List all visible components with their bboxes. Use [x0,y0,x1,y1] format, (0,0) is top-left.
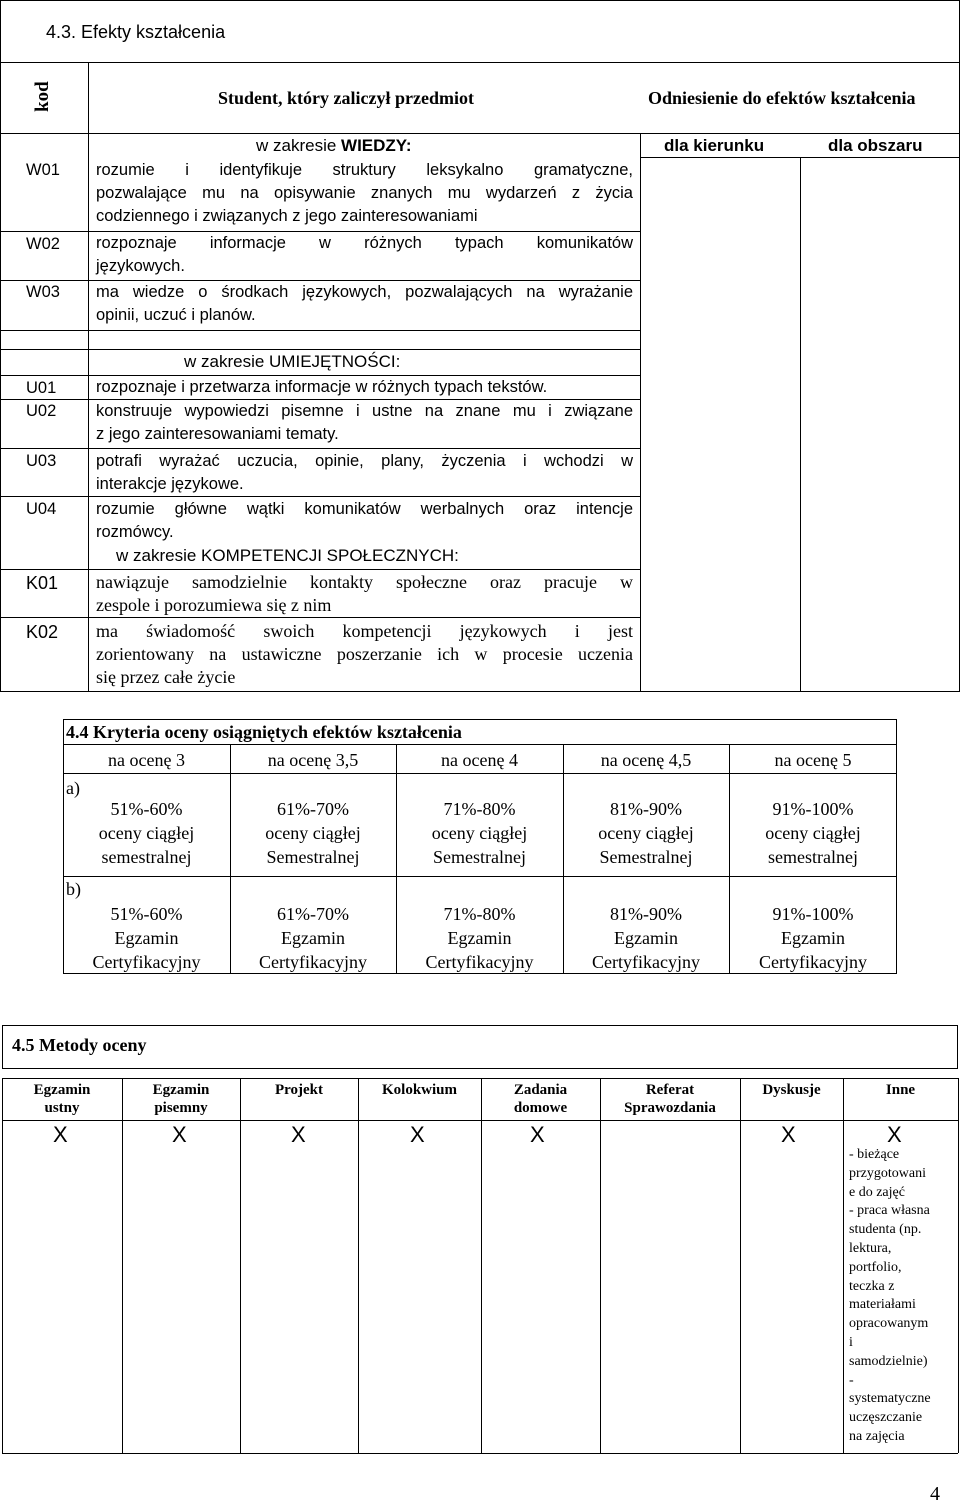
code-u01: U01 [26,379,57,397]
other-detail-line: e do zajęć [849,1184,905,1200]
cell-line: 61%-70% [277,904,349,924]
other-detail-line: - bieżące [849,1147,900,1162]
w02-line-2: językowych. [96,257,185,275]
other-detail-line: opracowanym [849,1316,929,1332]
row-line [0,569,640,570]
other-detail-line: systematyczne [849,1391,931,1407]
method-header-discussion [740,1081,843,1099]
criteria-b-cell [729,902,897,974]
col-divider-ref [640,133,641,692]
other-details [849,1146,957,1447]
methods-vline [481,1078,482,1453]
cell-line: semestralnej [768,847,858,867]
other-detail-line: lektura, [849,1240,892,1256]
methods-vline-left [2,1078,3,1453]
criteria-a-cell [396,797,563,869]
mark-written-exam: X [172,1122,187,1147]
cell-line: Egzamin [114,928,179,948]
criteria-title: 4.4 Kryteria oceny osiągniętych efektów kształcenia [66,722,462,742]
dla-kierunku-header: dla kierunku [664,136,765,155]
methods-vline [740,1078,741,1453]
cell-line: Egzamin [614,928,678,948]
cell-line: Semestralnej [266,847,360,867]
grade-header-5: na ocenę 5 [774,750,852,770]
method-header-oral-exam [2,1081,122,1117]
other-detail-line: przygotowani [849,1165,926,1181]
knowledge-heading-prefix: w zakresie [256,136,342,155]
col-divider-kod [88,62,89,692]
criteria-a-cell [563,797,729,869]
code-u04: U04 [26,500,57,518]
cell-line: 91%-100% [772,799,854,819]
k02-line-3: się przez całe życie [96,667,236,687]
methods-title: 4.5 Metody oceny [12,1035,147,1055]
row-line [0,448,640,449]
row-b-label: b) [66,879,81,899]
methods-vline [358,1078,359,1453]
cell-line: 91%-100% [772,904,854,924]
cell-line: Certyfikacyjny [259,952,367,972]
methods-vline [240,1078,241,1453]
cell-line: 61%-70% [277,799,349,819]
w01-line-2: pozwalające mu na opisywanie znanych mu wydarzeń z życia [96,184,633,202]
method-header-line: Inne [885,1082,916,1098]
grade-header-4-5: na ocenę 4,5 [600,750,692,770]
u01-line-1: rozpoznaje i przetwarza informacje w różnych typach tekstów. [96,378,548,396]
mark-project: X [291,1122,306,1147]
cell-line: Semestralnej [433,847,526,867]
method-header-line: ustny [44,1100,80,1116]
code-u02: U02 [26,402,57,420]
skills-heading-bold: UMIEJĘTNOŚCI: [269,352,401,371]
method-header-line: Sprawozdania [624,1100,716,1116]
w03-line-1: ma wiedze o środkach językowych, pozwalających na wyrażanie [96,283,633,301]
student-header: Student, który zaliczył przedmiot [218,88,474,108]
grade-header-4: na ocenę 4 [441,750,518,770]
social-heading [116,544,459,568]
cell-line: semestralnej [101,847,192,867]
method-header-line: Egzamin [33,1082,91,1098]
k02-line-2: zorientowany na ustawiczne poszerzanie ich w procesie uczenia [96,644,633,664]
other-detail-line: materiałami [849,1297,916,1313]
criteria-b-cell [63,902,230,974]
methods-vline [843,1078,844,1453]
code-u03: U03 [26,452,57,470]
other-detail-line: - [849,1372,854,1388]
methods-vline [600,1078,601,1453]
criteria-a-cell [729,797,897,869]
methods-bottom-line [2,1453,958,1454]
cell-line: 81%-90% [610,799,682,819]
method-header-line: Egzamin [152,1082,210,1098]
other-detail-line: i [849,1334,853,1350]
header-top-line [0,62,960,63]
row-line [0,617,640,618]
mark-discussion: X [781,1122,796,1147]
cell-line: Egzamin [781,928,845,948]
cell-line: Egzamin [447,928,512,948]
other-detail-line: teczka z [849,1278,895,1294]
u04-line-1: rozumie główne wątki komunikatów werbalnych oraz intencje [96,500,633,518]
method-header-line: Dyskusje [762,1082,821,1098]
cell-line: 81%-90% [610,904,682,924]
skills-heading-prefix: w zakresie [184,352,270,371]
method-header-other [843,1081,958,1099]
criteria-line [63,876,897,877]
mark-oral-exam: X [53,1122,68,1147]
criteria-b-cell [230,902,396,974]
method-header-homework [481,1081,600,1117]
k01-line-1: nawiązuje samodzielnie kontakty społeczne oraz pracuje w [96,572,633,592]
mark-homework: X [530,1122,545,1147]
criteria-line [63,773,897,774]
grade-header-3-5: na ocenę 3,5 [267,750,359,770]
grade-header-3: na ocenę 3 [108,750,185,770]
u03-line-1: potrafi wyrażać uczucia, opinie, plany, życzenia i wchodzi w [96,452,633,470]
kod-header: kod [32,81,53,112]
social-heading-prefix: w zakresie [116,546,202,565]
code-w03: W03 [26,283,60,301]
criteria-line [63,744,897,745]
method-header-project [240,1081,358,1099]
criteria-b-cell [396,902,563,974]
cell-line: Egzamin [281,928,345,948]
w03-line-2: opinii, uczuć i planów. [96,306,256,324]
knowledge-heading-bold: WIEDZY: [341,136,412,155]
other-detail-line: samodzielnie) [849,1353,928,1369]
cell-line: Certyfikacyjny [592,952,700,972]
criteria-a-cell [230,797,396,869]
cell-line: oceny ciągłej [265,823,361,843]
criteria-b-cell [563,902,729,974]
cell-line: oceny ciągłej [598,823,694,843]
code-w02: W02 [26,235,60,253]
cell-line: oceny ciągłej [765,823,861,843]
methods-header-line [2,1078,958,1079]
criteria-a-cell [63,797,230,869]
method-header-line: Kolokwium [381,1082,457,1098]
cell-line: oceny ciągłej [98,823,195,843]
knowledge-heading [256,134,412,158]
w01-line-3: codziennego i związanych z jego zainteresowaniami [96,207,478,225]
k02-line-1: ma świadomość swoich kompetencji językowych i jest [96,621,633,641]
u02-line-1: konstruuje wypowiedzi pisemne i ustne na znane mu i związane [96,402,633,420]
cell-line: 71%-80% [443,904,516,924]
cell-line: Certyfikacyjny [759,952,867,972]
code-k02: K02 [26,622,59,642]
other-detail-line: uczęszczanie [849,1410,923,1426]
row-line [0,496,640,497]
other-detail-line: portfolio, [849,1259,902,1275]
other-detail-line: studenta (np. [849,1222,922,1238]
cell-line: 51%-60% [110,799,183,819]
method-header-line: Projekt [274,1082,324,1098]
code-w01: W01 [26,161,60,179]
cell-line: Certyfikacyjny [92,952,201,972]
ref-grid-vline [800,157,801,692]
w01-line-1: rozumie i identyfikuje struktury leksykalno gramatyczne, [96,161,633,179]
code-k01: K01 [26,573,59,593]
u04-line-2: rozmówcy. [96,523,174,541]
header-bottom-line [0,133,960,134]
section-title: 4.3. Efekty kształcenia [46,22,226,42]
row-a-label: a) [66,778,80,798]
dla-obszaru-header: dla obszaru [828,136,923,155]
method-header-colloquium [358,1081,481,1099]
w02-line-1: rozpoznaje informacje w różnych typach komunikatów [96,234,633,252]
cell-line: 51%-60% [110,904,183,924]
cell-line: Semestralnej [599,847,693,867]
cell-line: Certyfikacyjny [425,952,534,972]
cell-line: 71%-80% [443,799,516,819]
other-detail-line: - praca własna [849,1203,930,1219]
mark-colloquium: X [410,1122,425,1147]
method-header-line: Referat [645,1082,695,1098]
mark-other: X [887,1122,902,1147]
method-header-line: Zadania [513,1082,568,1098]
methods-header-bottom-line [2,1120,958,1121]
u03-line-2: interakcje językowe. [96,475,244,493]
method-header-report [600,1081,740,1117]
methods-vline-right [958,1078,959,1453]
section-divider-line [0,330,640,331]
k01-line-2: zespole i porozumiewa się z nim [96,595,332,615]
other-detail-line: na zajęcia [849,1428,905,1444]
methods-vline [122,1078,123,1453]
reference-header: Odniesienie do efektów kształcenia [648,88,916,108]
cell-line: oceny ciągłej [431,823,528,843]
social-heading-bold: KOMPETENCJI SPOŁECZNYCH: [201,546,459,565]
page-number: 4 [930,1483,940,1505]
method-header-line: domowe [513,1100,568,1116]
method-header-written-exam [122,1081,240,1117]
method-header-line: pisemny [154,1100,208,1116]
skills-heading [184,350,400,374]
u02-line-2: z jego zainteresowaniami tematy. [96,425,339,443]
